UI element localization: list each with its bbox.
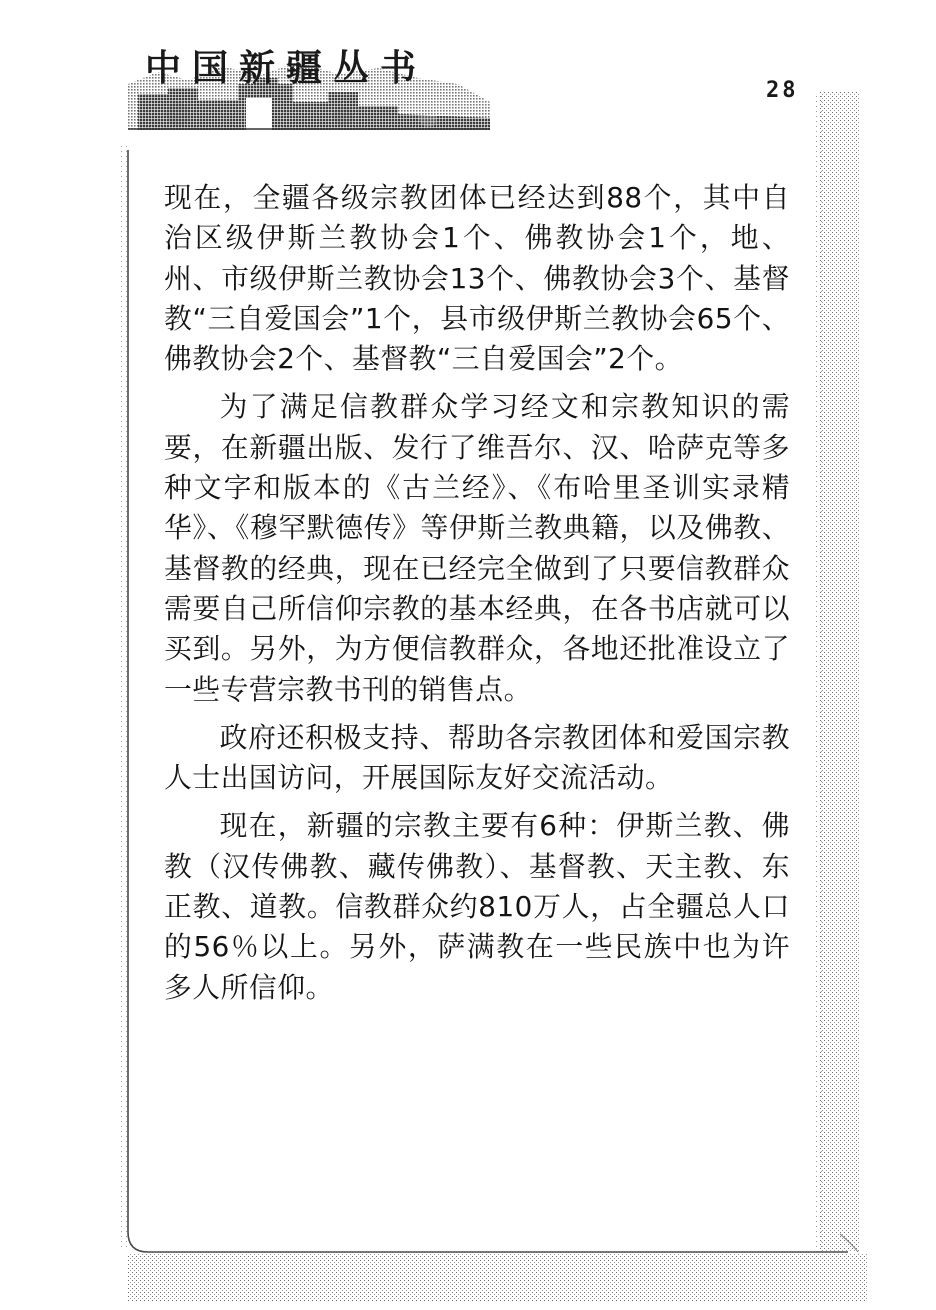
paragraph: 现在，全疆各级宗教团体已经达到88个，其中自治区级伊斯兰教协会1个、佛教协会1个，地、州、市级伊斯兰教协会13个、佛教协会3个、基督教“三自爱国会”1个，县市级伊斯兰教协会65个、佛教协会2个、基督教“三自爱国会”2个。 (164, 181, 790, 376)
series-title: 中国新疆丛书 (145, 47, 428, 89)
paragraph: 为了满足信教群众学习经文和宗教知识的需要，在新疆出版、发行了维吾尔、汉、哈萨克等多种文字和版本的《古兰经》、《布哈里圣训实录精华》、《穆罕默德传》等伊斯兰教典籍，以及佛教、基督教的经典，现在已经完全做到了只要信教群众需要自己所信仰宗教的基本经典，在各书店就可以买到。另外，为方便信教群众，各地还批准设立了一些专营宗教书刊的销售点。 (164, 390, 790, 706)
paragraph: 现在，新疆的宗教主要有6种：伊斯兰教、佛教（汉传佛教、藏传佛教）、基督教、天主教、东正教、道教。信教群众约810万人，占全疆总人口的56％以上。另外，萨满教在一些民族中也为许多人所信仰。 (164, 809, 790, 1004)
page-number: 28 (766, 78, 799, 103)
body-text (164, 178, 790, 1008)
paragraph: 政府还积极支持、帮助各宗教团体和爱国宗教人士出国访问，开展国际友好交流活动。 (164, 720, 790, 795)
